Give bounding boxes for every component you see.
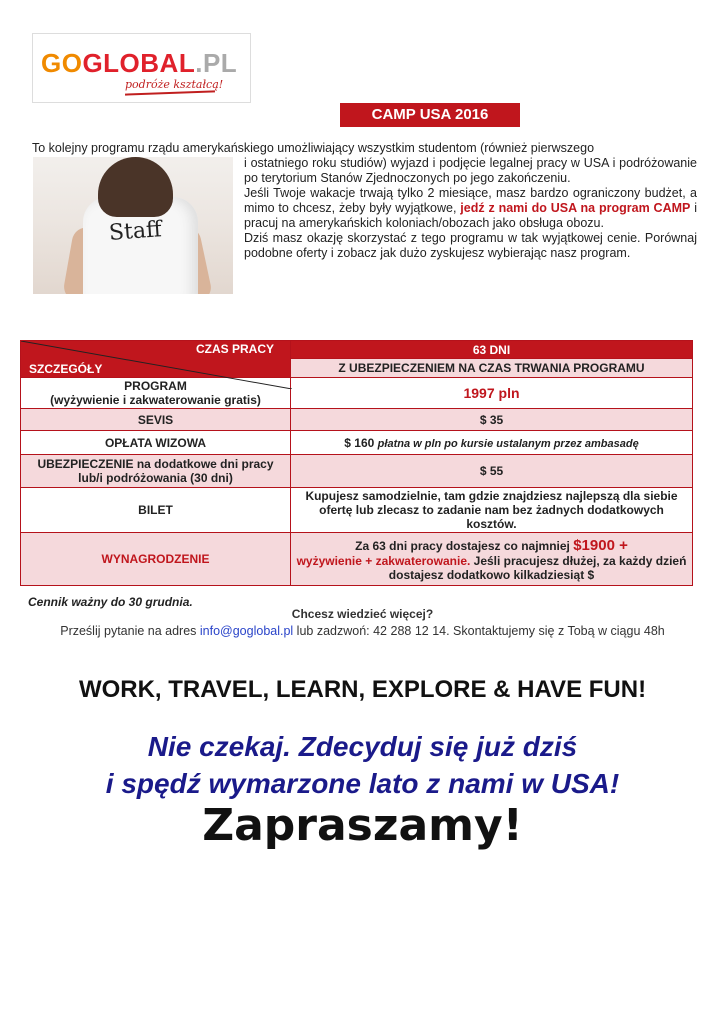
table-row bbox=[21, 533, 693, 586]
program-sublabel: (wyżywienie i zakwaterowanie gratis) bbox=[50, 393, 261, 407]
row-program-value: 1997 pln bbox=[291, 378, 693, 409]
table-row bbox=[21, 431, 693, 455]
call-to-action bbox=[0, 728, 725, 802]
goglobal-logo bbox=[32, 33, 251, 103]
cta-line-2: i spędź wymarzone lato z nami w USA! bbox=[105, 768, 620, 799]
table-row bbox=[21, 409, 693, 431]
contact-email-link[interactable]: info@goglobal.pl bbox=[199, 624, 294, 638]
salary-text-2: Jeśli pracujesz dłużej, za każdy dzień dostajesz dodatkowo kilkadziesiąt $ bbox=[388, 553, 687, 582]
logo-pl: .PL bbox=[195, 48, 238, 78]
price-table bbox=[20, 340, 693, 586]
intro-paragraph-2 bbox=[244, 186, 697, 231]
header-czas-pracy: CZAS PRACY bbox=[195, 342, 274, 356]
intro-text bbox=[244, 156, 697, 261]
row-salary-value bbox=[291, 533, 693, 586]
intro-first-line: To kolejny programu rządu amerykańskiego umożliwiający wszystkim studentom (również pierwszego bbox=[32, 141, 595, 155]
visa-note: płatna w pln po kursie ustalanym przez ambasadę bbox=[377, 437, 639, 450]
header-szczegoly: SZCZEGÓŁY bbox=[29, 362, 103, 376]
salary-benefits: wyżywienie + zakwaterowanie. bbox=[296, 553, 471, 568]
cta-line-1: Nie czekaj. Zdecyduj się już dziś bbox=[147, 731, 578, 762]
salary-text-1: Za 63 dni pracy dostajesz co najmniej bbox=[355, 538, 574, 553]
salary-amount: $1900 + bbox=[573, 536, 628, 554]
program-label: PROGRAM bbox=[124, 379, 187, 393]
logo-slogan: podróże kształcą! bbox=[125, 78, 224, 91]
contact-text-after: lub zadzwoń: 42 288 12 14. Skontaktujemy się z Tobą w ciągu 48h bbox=[293, 624, 665, 638]
contact-line bbox=[0, 624, 725, 638]
slogan-heading: WORK, TRAVEL, LEARN, EXPLORE & HAVE FUN! bbox=[78, 676, 647, 703]
row-sevis-value: $ 35 bbox=[291, 409, 693, 431]
row-insurance-label: UBEZPIECZENIE na dodatkowe dni pracy lub/i podróżowania (30 dni) bbox=[21, 455, 291, 488]
staff-photo bbox=[33, 157, 233, 294]
table-header-row bbox=[21, 341, 693, 359]
price-validity-note: Cennik ważny do 30 grudnia. bbox=[28, 595, 193, 609]
logo-wordmark bbox=[41, 48, 237, 79]
header-days: 63 DNI bbox=[291, 341, 693, 359]
header-insurance-note: Z UBEZPIECZENIEM NA CZAS TRWANIA PROGRAMU bbox=[291, 359, 693, 378]
logo-global: GLOBAL bbox=[82, 48, 196, 78]
photo-shirt-text: Staff bbox=[108, 217, 163, 246]
row-insurance-value: $ 55 bbox=[291, 455, 693, 488]
more-info-heading: Chcesz wiedzieć więcej? bbox=[291, 607, 434, 621]
page-title: CAMP USA 2016 bbox=[340, 103, 520, 127]
visa-amount: $ 160 bbox=[344, 435, 375, 450]
table-corner-header bbox=[21, 341, 291, 378]
row-ticket-value: Kupujesz samodzielnie, tam gdzie znajdziesz najlepszą dla siebie ofertę lub zlecasz to zadanie nam bez żadnych dodatkowych kosztów. bbox=[291, 488, 693, 533]
row-sevis-label: SEVIS bbox=[21, 409, 291, 431]
row-visa-label: OPŁATA WIZOWA bbox=[21, 431, 291, 455]
intro-paragraph-3: Dziś masz okazję skorzystać z tego programu w tak wyjątkowej cenie. Porównaj podobne oferty i zobacz jak dużo zyskujesz wybierając nasz program. bbox=[244, 231, 697, 260]
table-row bbox=[21, 488, 693, 533]
welcome-heading: Zapraszamy! bbox=[202, 800, 523, 851]
row-visa-value bbox=[291, 431, 693, 455]
logo-underline bbox=[125, 90, 215, 95]
logo-go: GO bbox=[41, 48, 83, 78]
row-ticket-label: BILET bbox=[21, 488, 291, 533]
row-salary-label: WYNAGRODZENIE bbox=[21, 533, 291, 586]
intro-p2-start: Jeśli Twoje wakacje trwają tylko 2 miesiące, masz bardzo ograniczony budżet, a mimo to chcesz, żeby były wyjątkowe, bbox=[244, 186, 697, 215]
table-row bbox=[21, 455, 693, 488]
photo-hair bbox=[98, 157, 173, 217]
intro-p2-highlight: jedź z nami do USA na program CAMP bbox=[460, 201, 691, 215]
intro-p2-end: i pracuj na amerykańskich koloniach/obozach jako obsługa obozu. bbox=[244, 201, 697, 230]
contact-text-before: Prześlij pytanie na adres bbox=[60, 624, 200, 638]
intro-paragraph-1: i ostatniego roku studiów) wyjazd i podjęcie legalnej pracy w USA i podróżowanie po terytorium Stanów Zjednoczonych po jego zakończeniu. bbox=[244, 156, 697, 185]
